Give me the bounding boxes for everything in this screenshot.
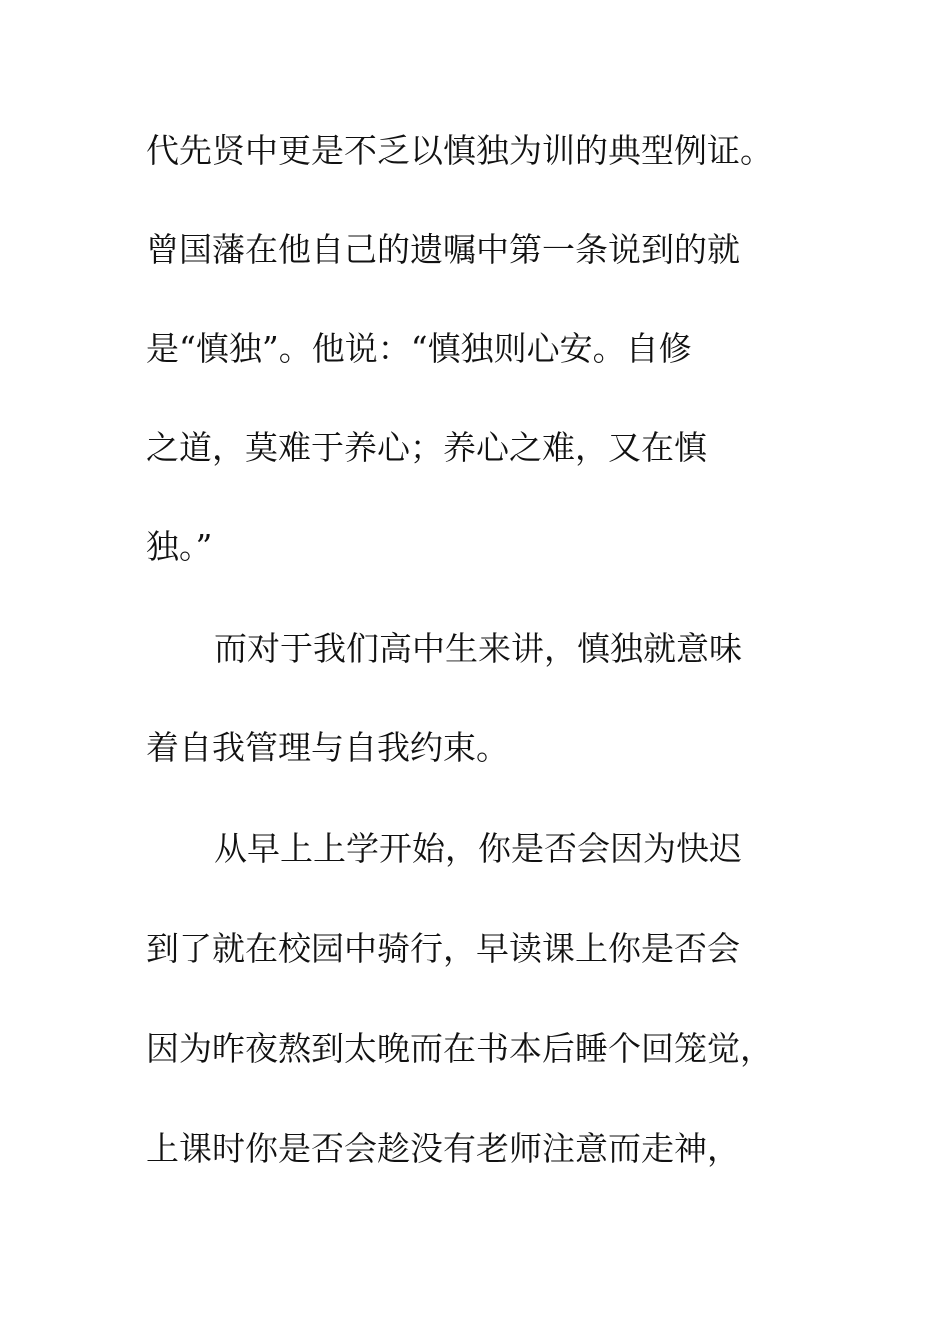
text-line-2: 曾国藩在他自己的遗嘱中第一条说到的就: [146, 230, 740, 269]
paragraph-2-line-2: 着自我管理与自我约束。: [146, 728, 509, 767]
text-line-4: 之道，莫难于养心；养心之难，又在慎: [146, 428, 707, 467]
text-line-5: 独。”: [146, 527, 213, 566]
paragraph-3-line-2: 到了就在校园中骑行，早读课上你是否会: [146, 929, 740, 968]
text-line-3: 是“慎独”。他说：“慎独则心安。自修: [146, 329, 692, 368]
paragraph-2-line-1: 而对于我们高中生来讲，慎独就意味: [214, 629, 742, 668]
text-line-1: 代先贤中更是不乏以慎独为训的典型例证。: [146, 131, 773, 170]
paragraph-3-line-4: 上课时你是否会趁没有老师注意而走神，: [146, 1129, 740, 1168]
paragraph-3-line-1: 从早上上学开始，你是否会因为快迟: [214, 829, 742, 868]
paragraph-3-line-3: 因为昨夜熬到太晚而在书本后睡个回笼觉，: [146, 1029, 773, 1068]
